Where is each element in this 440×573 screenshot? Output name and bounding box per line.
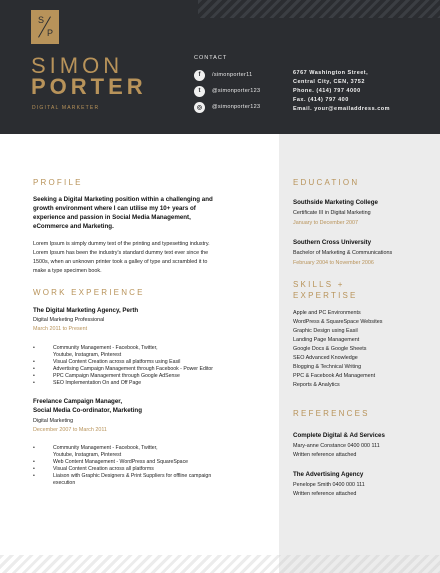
job-title: DIGITAL MARKETER — [32, 105, 100, 111]
profile-lead-line: growth environment where I can utilise my 10+ years of — [33, 205, 196, 212]
profile-lead-line: eCommerce and Marketing. — [33, 223, 114, 230]
skill-item: Graphic Design using Easil — [293, 328, 358, 334]
job-company: Freelance Campaign Manager, — [33, 398, 123, 405]
profile-body-line: Lorem Ipsum is simply dummy text of the printing and typesetting industry. — [33, 241, 210, 247]
job-company-cont: Social Media Co-ordinator, Marketing — [33, 407, 142, 414]
bullet-item: • Advertising Campaign Management through Facebook - Power Editor — [33, 366, 233, 373]
name-first: SIMON — [31, 53, 124, 78]
job-bullets — [33, 345, 233, 388]
profile-heading: PROFILE — [33, 178, 83, 187]
skill-item: Apple and PC Environments — [293, 310, 361, 316]
monogram-first: S — [38, 15, 45, 25]
education-heading: EDUCATION — [293, 178, 360, 187]
instagram-icon: ◎ — [194, 102, 205, 113]
header-stripes — [198, 0, 440, 18]
edu-degree: Bachelor of Marketing & Communications — [293, 250, 393, 256]
fax-line: Fax. (414) 797 400 — [293, 97, 349, 103]
ref-contact: Penelope Smith 0400 000 111 — [293, 482, 365, 488]
edu-dates: January to December 2007 — [293, 220, 359, 226]
facebook-icon: f — [194, 70, 205, 81]
job-bullets — [33, 445, 233, 488]
profile-body-line: 1500s, when an unknown printer took a galley of type and scrambled it to — [33, 259, 208, 265]
skill-item: Google Docs & Google Sheets — [293, 346, 367, 352]
skill-item: PPC & Facebook Ad Management — [293, 373, 376, 379]
address-line: 6767 Washington Street, — [293, 70, 369, 76]
email-line[interactable]: Email. your@emailaddress.com — [293, 106, 391, 112]
edu-dates: February 2004 to November 2006 — [293, 260, 374, 266]
job-role: Digital Marketing Professional — [33, 317, 105, 323]
job-role: Digital Marketing — [33, 418, 74, 424]
profile-body-line: make a type specimen book. — [33, 268, 102, 274]
twitter-handle: @simonporter123 — [212, 88, 261, 94]
job-dates: December 2007 to March 2011 — [33, 427, 107, 433]
ref-company: Complete Digital & Ad Services — [293, 432, 385, 439]
monogram-logo — [31, 10, 59, 44]
resume-header — [0, 0, 440, 134]
edu-school: Southern Cross University — [293, 239, 372, 246]
skill-item: Reports & Analytics — [293, 382, 340, 388]
job-company: The Digital Marketing Agency, Perth — [33, 307, 139, 314]
ref-note: Written reference attached — [293, 452, 357, 458]
twitter-icon: t — [194, 86, 205, 97]
instagram-handle: @simonporter123 — [212, 104, 261, 110]
bullet-item: • Community Management - Facebook, Twitter, Youtube, Instagram, Pinterest — [33, 445, 233, 459]
work-heading: WORK EXPERIENCE — [33, 288, 145, 297]
ref-note: Written reference attached — [293, 491, 357, 497]
profile-body-line: Lorem Ipsum has been the industry's standard dummy text ever since the — [33, 250, 209, 256]
social-facebook[interactable] — [194, 69, 252, 81]
phone-line: Phone. (414) 797 4000 — [293, 88, 361, 94]
edu-school: Southside Marketing College — [293, 199, 378, 206]
footer-stripes — [0, 555, 440, 573]
bullet-item: • Liaison with Graphic Designers & Print Suppliers for offline campaign execution — [33, 473, 233, 487]
name-last: PORTER — [31, 74, 147, 99]
address-line: Central City, CEN, 3752 — [293, 79, 365, 85]
monogram-last: P — [47, 28, 54, 38]
bullet-item: • Visual Content Creation across all platforms — [33, 466, 233, 473]
edu-degree: Certificate III in Digital Marketing — [293, 210, 371, 216]
job-dates: March 2011 to Present — [33, 326, 88, 332]
skill-item: WordPress & SquareSpace Websites — [293, 319, 383, 325]
ref-company: The Advertising Agency — [293, 471, 364, 478]
bullet-item: • Visual Content Creation across all platforms using Easil — [33, 359, 233, 366]
skills-heading: SKILLS + — [293, 280, 345, 289]
references-heading: REFERENCES — [293, 409, 370, 418]
bullet-item: • PPC Campaign Management through Google AdSense — [33, 373, 233, 380]
skill-item: SEO Advanced Knowledge — [293, 355, 358, 361]
skills-list — [293, 309, 382, 390]
bullet-item: • Web Content Management - WordPress and SquareSpace — [33, 459, 233, 466]
contact-heading: CONTACT — [194, 55, 228, 61]
skill-item: Landing Page Management — [293, 337, 360, 343]
skill-item: Blogging & Technical Writing — [293, 364, 362, 370]
profile-lead-line: Seeking a Digital Marketing position within a challenging and — [33, 196, 213, 203]
social-instagram[interactable] — [194, 101, 260, 113]
profile-lead-line: experience and passion in Social Media Management, — [33, 214, 191, 221]
social-twitter[interactable] — [194, 85, 260, 97]
facebook-handle: /simonporter11 — [212, 72, 253, 78]
bullet-item: • SEO Implementation On and Off Page — [33, 380, 233, 387]
bullet-item: • Community Management - Facebook, Twitter, Youtube, Instagram, Pinterest — [33, 345, 233, 359]
ref-contact: Mary-anne Constance 0400 000 111 — [293, 443, 380, 449]
skills-heading-cont: EXPERTISE — [293, 291, 358, 300]
